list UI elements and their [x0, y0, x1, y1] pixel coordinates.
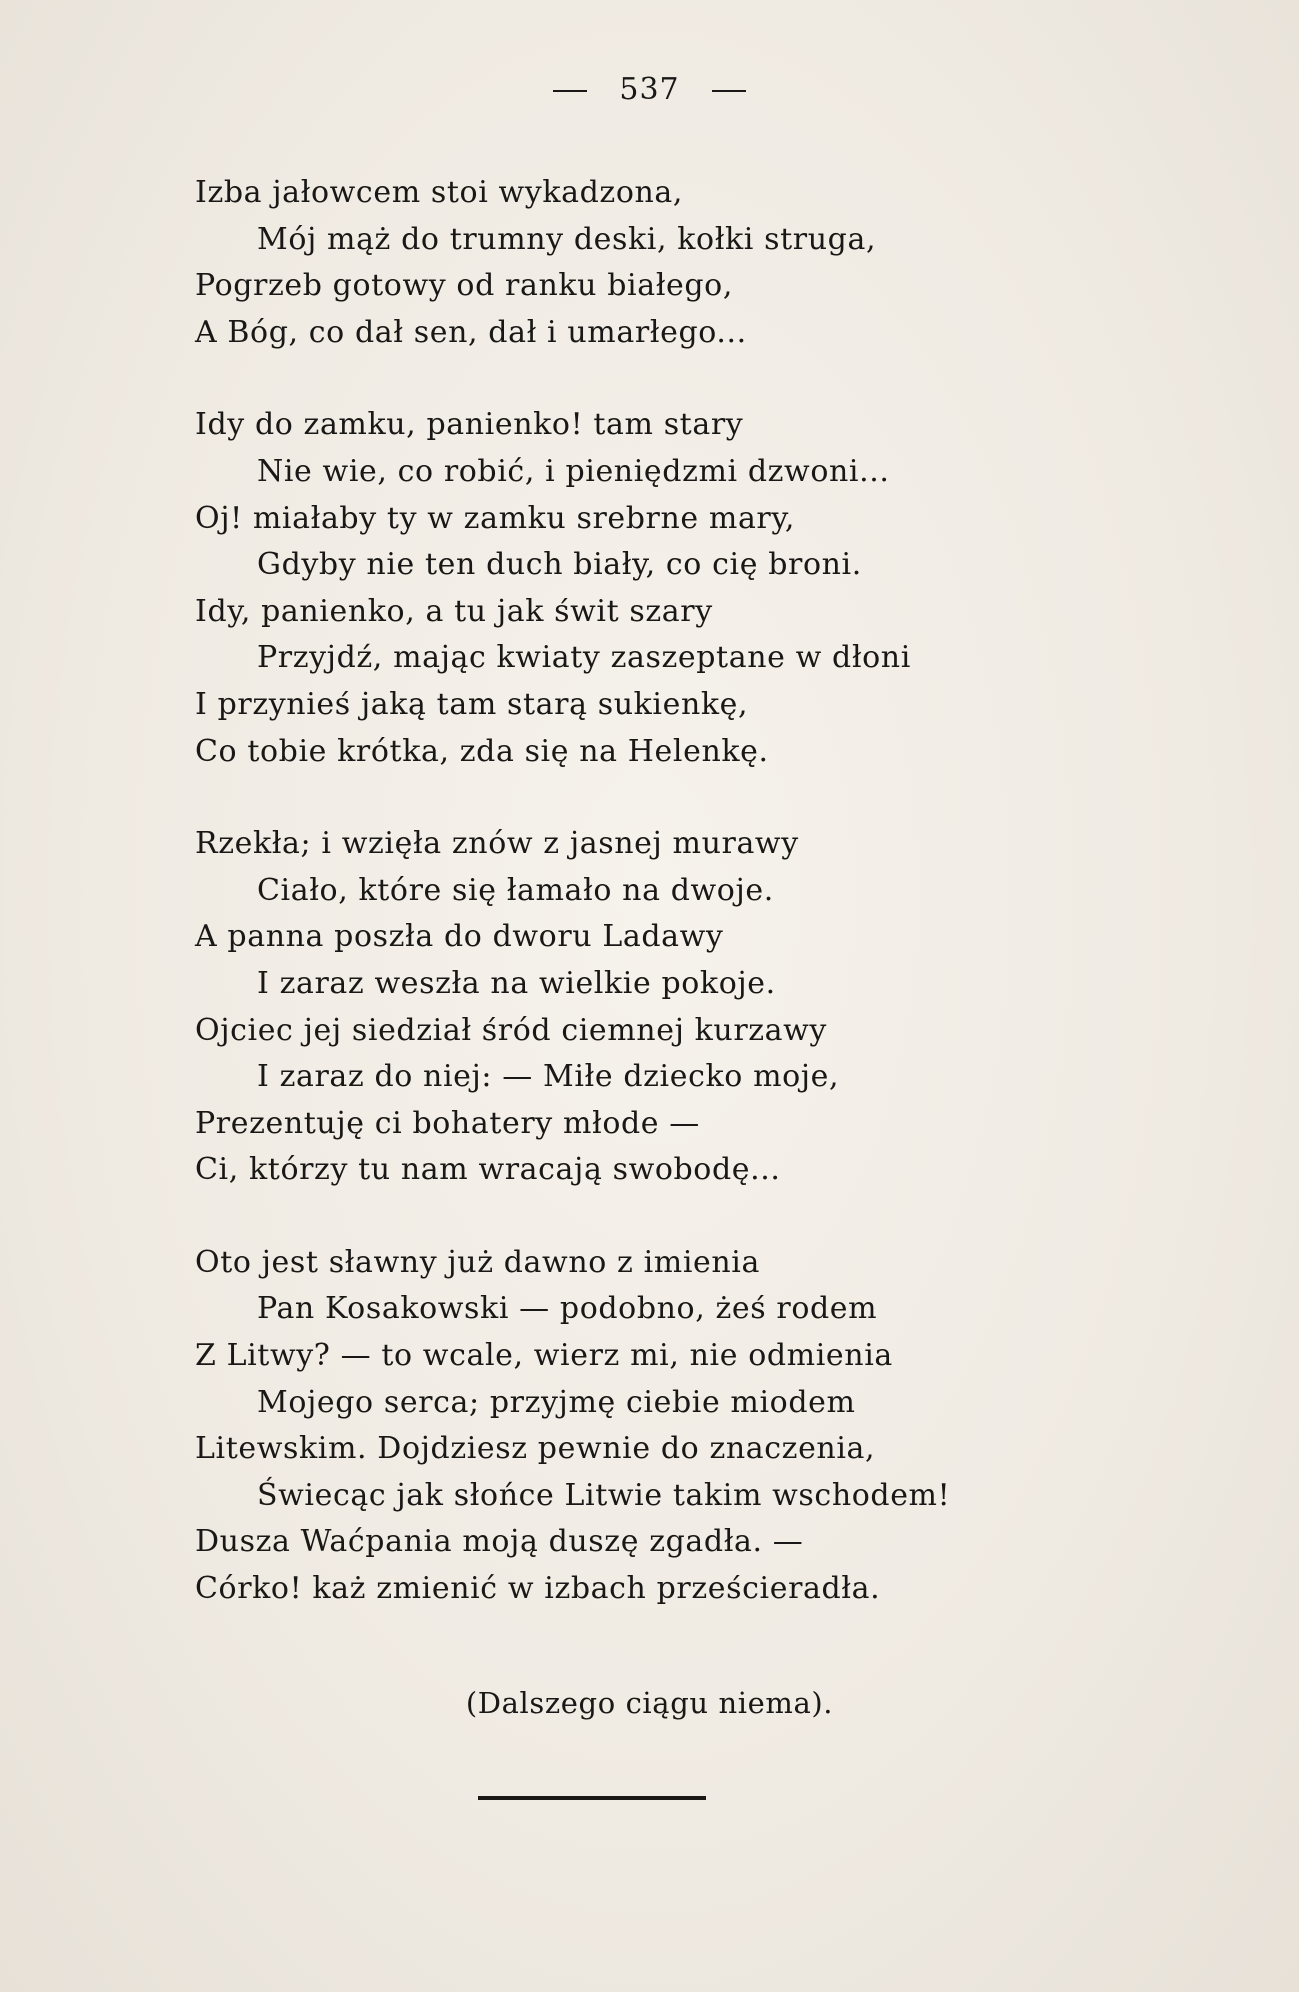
verse-line: Ci, którzy tu nam wracają swobodę... — [195, 1152, 781, 1188]
verse-line: Idy, panienko, a tu jak świt szary — [195, 593, 713, 629]
verse-line: Pan Kosakowski — podobno, żeś rodem — [257, 1291, 878, 1327]
verse-line: Co tobie krótka, zda się na Helenkę. — [195, 733, 769, 769]
verse-line: Ciało, które się łamało na dwoje. — [257, 872, 774, 908]
verse-line: Nie wie, co robić, i pieniędzmi dzwoni... — [257, 453, 890, 489]
dash-left — [553, 90, 587, 92]
verse-line: Rzekła; i wzięła znów z jasnej murawy — [195, 826, 799, 862]
verse-line: Prezentuję ci bohatery młode — — [195, 1105, 700, 1141]
verse-line: Pogrzeb gotowy od ranku białego, — [195, 268, 733, 304]
verse-line: Mojego serca; przyjmę ciebie miodem — [257, 1384, 856, 1420]
verse-line: Świecąc jak słońce Litwie takim wschodem! — [257, 1477, 951, 1513]
verse-line: Litewskim. Dojdziesz pewnie do znaczenia, — [195, 1431, 876, 1467]
page-number: 537 — [619, 72, 680, 107]
verse-line: Z Litwy? — to wcale, wierz mi, nie odmienia — [195, 1338, 893, 1374]
end-rule — [478, 1796, 706, 1800]
stanza — [195, 170, 1075, 356]
verse-line: Oj! miałaby ty w zamku srebrne mary, — [195, 500, 796, 536]
verse-line: I zaraz weszła na wielkie pokoje. — [257, 965, 776, 1001]
verse-line: Córko! każ zmienić w izbach prześcieradła. — [195, 1571, 881, 1607]
stanza — [195, 402, 1075, 775]
page-number-header — [0, 72, 1299, 107]
verse-line: Oto jest sławny już dawno z imienia — [195, 1244, 760, 1280]
verse-line: Idy do zamku, panienko! tam stary — [195, 407, 744, 443]
verse-line: Mój mąż do trumny deski, kołki struga, — [257, 221, 877, 257]
verse-line: Przyjdź, mając kwiaty zaszeptane w dłoni — [257, 640, 911, 676]
verse-line: Dusza Waćpania moją duszę zgadła. — — [195, 1524, 804, 1560]
stanza — [195, 1240, 1075, 1613]
verse-line: A Bóg, co dał sen, dał i umarłego... — [195, 314, 747, 350]
verse-line: Izba jałowcem stoi wykadzona, — [195, 175, 684, 210]
continuation-note: (Dalszego ciągu niema). — [465, 1686, 834, 1720]
verse-line: I przynieś jaką tam starą sukienkę, — [195, 686, 749, 722]
stanza — [195, 821, 1075, 1194]
verse-line: I zaraz do niej: — Miłe dziecko moje, — [257, 1059, 840, 1095]
verse-line: Gdyby nie ten duch biały, co cię broni. — [257, 547, 862, 583]
verse-line: Ojciec jej siedział śród ciemnej kurzawy — [195, 1012, 827, 1048]
verse-line: A panna poszła do dworu Ladawy — [195, 919, 724, 955]
dash-right — [712, 90, 746, 92]
poem-body — [195, 170, 1075, 1659]
